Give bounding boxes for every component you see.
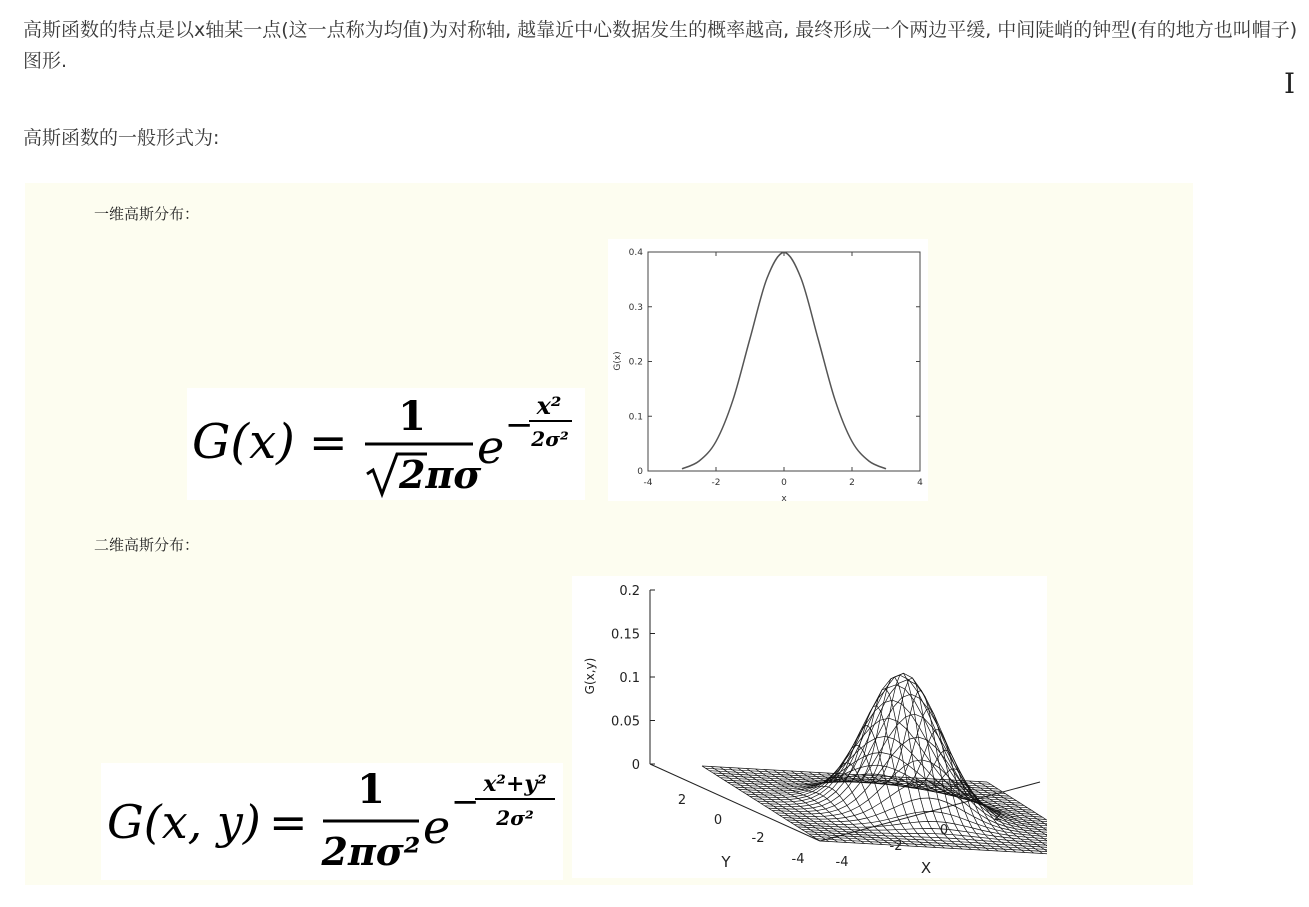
surface-mesh-line (779, 760, 1047, 831)
surface-mesh-line (871, 709, 989, 851)
plot-2d-xtick-label: -2 (889, 839, 903, 854)
formula-1d-equals: = (309, 415, 348, 469)
plot-1d-xtick-label: 2 (849, 478, 855, 488)
plot-2d-zlabel: G(x,y) (583, 657, 597, 695)
formula-2d-exp-num: x²+y² (483, 771, 547, 797)
surface-mesh-line (791, 763, 909, 846)
plot-2d-xtick-label: 2 (993, 809, 1003, 824)
surface-mesh-line (820, 841, 1047, 857)
formula-2d-base: e (423, 800, 451, 854)
surface-mesh-line (768, 694, 1047, 824)
formula-2d-exp-den: 2σ² (496, 806, 534, 830)
plot-1d-xtick-label: -4 (643, 478, 653, 488)
formula-2d-exp-sign: − (451, 782, 480, 822)
plot-1d-xtick-label: 4 (917, 478, 923, 488)
plot-1d-ylabel: G(x) (613, 351, 623, 371)
plot-2d-ytick-label: 0 (713, 813, 723, 828)
general-form-text: 高斯函数的一般形式为: (23, 127, 220, 149)
formula-2d-lhs: G(x, y) (107, 795, 261, 849)
caption-2d: 二维高斯分布： (94, 536, 200, 554)
formula-1d (187, 388, 585, 500)
plot-1d-ytick-label: 0.4 (628, 248, 643, 258)
plot-2d-ztick-label: 0.2 (619, 584, 640, 599)
plot-1d-frame (648, 252, 920, 471)
plot-2d-ylabel: Y (721, 853, 731, 871)
plot-1d-xtick-label: 0 (781, 478, 787, 488)
plot-1d-ytick-label: 0.1 (628, 412, 643, 423)
text-cursor-icon: I (1284, 67, 1296, 100)
formula-1d-exp-sign: − (505, 405, 534, 445)
surface-mesh-line (765, 680, 1047, 822)
surface-mesh-line (816, 839, 1047, 855)
plot-2d-ztick-label: 0.05 (611, 714, 640, 730)
plot-1d-xlabel: x (781, 494, 787, 501)
gaussian-1d-plot (608, 239, 928, 501)
plot-1d-xtick-label: -2 (711, 478, 721, 488)
plot-2d-ztick-label: 0.1 (619, 671, 640, 686)
formula-2d-numerator: 1 (357, 766, 385, 813)
plot-1d-ytick-label: 0.3 (628, 302, 643, 313)
formula-1d-exp-den: 2σ² (531, 427, 569, 451)
formula-2d (101, 763, 563, 880)
formula-1d-exp-num: x² (536, 391, 562, 420)
plot-2d-ztick-label: 0.15 (611, 627, 640, 643)
gaussian-2d-surface-plot (572, 576, 1047, 878)
formula-2d-equals: = (269, 795, 308, 849)
formula-2d-denominator: 2πσ² (321, 829, 421, 874)
plot-2d-ytick-label: -2 (751, 831, 765, 846)
plot-2d-xtick-label: -4 (835, 855, 849, 870)
formula-1d-lhs: G(x) (192, 414, 295, 470)
plot-2d-ztick-label: 0 (631, 758, 640, 773)
plot-2d-xtick-label: 0 (939, 823, 949, 838)
intro-paragraph: 高斯函数的特点是以x轴某一点(这一点称为均值)为对称轴, 越靠近中心数据发生的概率越高, 最终形成一个两边平缓, 中间陡峭的钟型(有的地方也叫帽子)图形. (23, 19, 1298, 72)
plot-2d-ytick-label: 2 (677, 793, 687, 808)
surface-mesh-line (772, 714, 1047, 826)
plot-1d-ytick-label: 0.2 (628, 357, 643, 368)
formula-1d-base: e (477, 420, 505, 474)
plot-2d-xlabel: X (920, 859, 932, 877)
formula-1d-denominator: 2πσ (399, 452, 482, 497)
plot-2d-ytick-label: -4 (791, 852, 805, 867)
caption-1d: 一维高斯分布： (94, 205, 200, 223)
plot-1d-ytick-label: 0 (637, 467, 643, 477)
formula-1d-numerator: 1 (398, 393, 426, 440)
